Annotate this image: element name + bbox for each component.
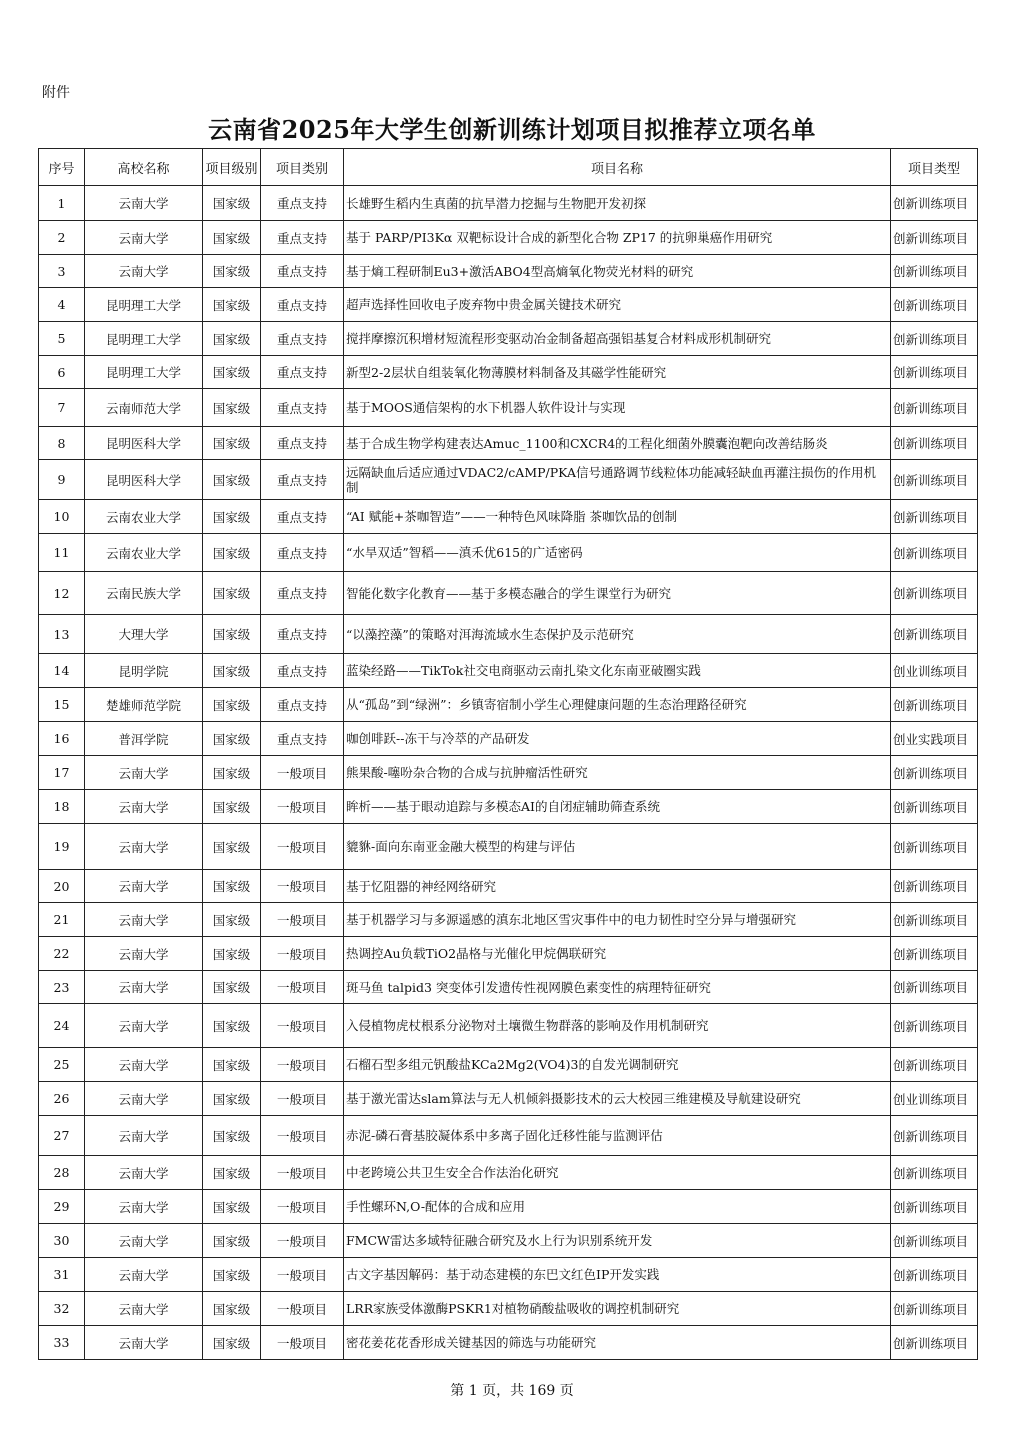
project-level: 国家级 [203,221,261,255]
project-name: 搅拌摩擦沉积增材短流程形变驱动冶金制备超高强铝基复合材料成形机制研究 [344,322,891,356]
table-row [39,322,978,356]
school-name: 昆明理工大学 [85,356,203,389]
project-level: 国家级 [203,937,261,971]
project-category: 重点支持 [261,288,344,322]
project-category: 重点支持 [261,460,344,500]
project-name: 超声选择性回收电子废弃物中贵金属关键技术研究 [344,288,891,322]
table-row [39,1048,978,1082]
table-row [39,1326,978,1360]
row-number: 23 [39,971,85,1004]
project-category: 重点支持 [261,688,344,722]
school-name: 大理大学 [85,615,203,654]
table-row [39,824,978,870]
school-name: 普洱学院 [85,722,203,756]
table-row [39,790,978,824]
project-category: 一般项目 [261,790,344,824]
row-number: 3 [39,255,85,288]
school-name: 云南大学 [85,221,203,255]
row-number: 8 [39,427,85,460]
project-level: 国家级 [203,1156,261,1190]
school-name: 云南大学 [85,1326,203,1360]
project-name: 密花姜花花香形成关键基因的筛选与功能研究 [344,1326,891,1360]
row-number: 24 [39,1004,85,1048]
table-row [39,971,978,1004]
school-name: 云南大学 [85,937,203,971]
project-level: 国家级 [203,688,261,722]
project-type: 创新训练项目 [891,1190,978,1224]
table-row [39,427,978,460]
project-category: 一般项目 [261,1258,344,1292]
project-category: 一般项目 [261,903,344,937]
project-type: 创新训练项目 [891,389,978,427]
row-number: 17 [39,756,85,790]
project-category: 一般项目 [261,971,344,1004]
table-row [39,186,978,221]
row-number: 19 [39,824,85,870]
project-name: 热调控Au负载TiO2晶格与光催化甲烷偶联研究 [344,937,891,971]
project-level: 国家级 [203,1326,261,1360]
project-level: 国家级 [203,534,261,572]
row-number: 33 [39,1326,85,1360]
table-row [39,870,978,903]
project-level: 国家级 [203,654,261,688]
project-name: 远隔缺血后适应通过VDAC2/cAMP/PKA信号通路调节线粒体功能减轻缺血再灌注损伤的作用机制 [344,460,891,500]
project-type: 创新训练项目 [891,572,978,615]
project-name: 赤泥-磷石膏基胶凝体系中多离子固化迁移性能与监测评估 [344,1116,891,1156]
school-name: 云南大学 [85,1156,203,1190]
project-type: 创新训练项目 [891,870,978,903]
table-row [39,255,978,288]
project-category: 一般项目 [261,1082,344,1116]
school-name: 云南大学 [85,1116,203,1156]
school-name: 云南大学 [85,971,203,1004]
project-category: 一般项目 [261,1292,344,1326]
project-type: 创新训练项目 [891,186,978,221]
project-type: 创新训练项目 [891,1292,978,1326]
project-name: 从“孤岛”到“绿洲”：乡镇寄宿制小学生心理健康问题的生态治理路径研究 [344,688,891,722]
header-level: 项目级别 [203,149,261,186]
project-type: 创新训练项目 [891,288,978,322]
row-number: 7 [39,389,85,427]
project-level: 国家级 [203,288,261,322]
project-name: 古文字基因解码：基于动态建模的东巴文红色IP开发实践 [344,1258,891,1292]
project-type: 创新训练项目 [891,322,978,356]
table-row [39,688,978,722]
project-name: 新型2-2层状自组装氧化物薄膜材料制备及其磁学性能研究 [344,356,891,389]
project-category: 重点支持 [261,221,344,255]
project-category: 重点支持 [261,427,344,460]
project-name: 基于 PARP/PI3Kα 双靶标设计合成的新型化合物 ZP17 的抗卵巢癌作用研究 [344,221,891,255]
project-type: 创业训练项目 [891,1082,978,1116]
table-row [39,903,978,937]
project-type: 创业训练项目 [891,654,978,688]
project-category: 重点支持 [261,654,344,688]
project-category: 一般项目 [261,1156,344,1190]
header-project-type: 项目类型 [891,149,978,186]
project-name: 基于合成生物学构建表达Amuc_1100和CXCR4的工程化细菌外膜囊泡靶向改善结肠炎 [344,427,891,460]
table-row [39,937,978,971]
project-type: 创新训练项目 [891,971,978,1004]
project-level: 国家级 [203,971,261,1004]
project-type: 创新训练项目 [891,1224,978,1258]
project-level: 国家级 [203,1116,261,1156]
project-category: 重点支持 [261,356,344,389]
project-category: 重点支持 [261,722,344,756]
project-type: 创新训练项目 [891,903,978,937]
row-number: 30 [39,1224,85,1258]
project-level: 国家级 [203,1082,261,1116]
project-category: 一般项目 [261,1116,344,1156]
row-number: 25 [39,1048,85,1082]
project-category: 重点支持 [261,186,344,221]
project-type: 创新训练项目 [891,937,978,971]
attachment-label: 附件 [42,85,70,101]
school-name: 云南大学 [85,1224,203,1258]
project-level: 国家级 [203,389,261,427]
header-no: 序号 [39,149,85,186]
school-name: 云南大学 [85,255,203,288]
project-level: 国家级 [203,824,261,870]
project-name: “以藻控藻”的策略对洱海流域水生态保护及示范研究 [344,615,891,654]
school-name: 云南大学 [85,824,203,870]
row-number: 4 [39,288,85,322]
project-level: 国家级 [203,255,261,288]
school-name: 云南大学 [85,1082,203,1116]
project-level: 国家级 [203,1048,261,1082]
project-level: 国家级 [203,722,261,756]
project-level: 国家级 [203,1258,261,1292]
project-level: 国家级 [203,1190,261,1224]
school-name: 云南大学 [85,1048,203,1082]
project-level: 国家级 [203,756,261,790]
school-name: 昆明学院 [85,654,203,688]
project-type: 创新训练项目 [891,1004,978,1048]
school-name: 昆明理工大学 [85,322,203,356]
project-type: 创新训练项目 [891,1258,978,1292]
project-type: 创新训练项目 [891,790,978,824]
row-number: 16 [39,722,85,756]
project-name: LRR家族受体激酶PSKR1对植物硝酸盐吸收的调控机制研究 [344,1292,891,1326]
school-name: 云南大学 [85,790,203,824]
school-name: 云南大学 [85,1190,203,1224]
project-level: 国家级 [203,615,261,654]
school-name: 昆明理工大学 [85,288,203,322]
school-name: 云南大学 [85,903,203,937]
project-category: 重点支持 [261,615,344,654]
table-row [39,534,978,572]
project-name: 斑马鱼 talpid3 突变体引发遗传性视网膜色素变性的病理特征研究 [344,971,891,1004]
row-number: 27 [39,1116,85,1156]
row-number: 9 [39,460,85,500]
school-name: 昆明医科大学 [85,427,203,460]
project-type: 创新训练项目 [891,1326,978,1360]
project-category: 重点支持 [261,572,344,615]
project-level: 国家级 [203,322,261,356]
table-row [39,654,978,688]
table-row [39,722,978,756]
project-category: 一般项目 [261,756,344,790]
project-category: 一般项目 [261,937,344,971]
table-row [39,1258,978,1292]
school-name: 云南师范大学 [85,389,203,427]
school-name: 云南大学 [85,870,203,903]
project-name: 咖创啡跃--冻干与冷萃的产品研发 [344,722,891,756]
project-name: 智能化数字化教育——基于多模态融合的学生课堂行为研究 [344,572,891,615]
table-row [39,1004,978,1048]
project-type: 创业实践项目 [891,722,978,756]
school-name: 云南农业大学 [85,534,203,572]
project-level: 国家级 [203,500,261,534]
row-number: 6 [39,356,85,389]
project-level: 国家级 [203,460,261,500]
table-row [39,460,978,500]
project-type: 创新训练项目 [891,1048,978,1082]
project-name: 眸析——基于眼动追踪与多模态AI的自闭症辅助筛查系统 [344,790,891,824]
project-category: 一般项目 [261,1190,344,1224]
school-name: 云南大学 [85,186,203,221]
project-name: “水旱双适”智稻——滇禾优615的广适密码 [344,534,891,572]
row-number: 28 [39,1156,85,1190]
project-level: 国家级 [203,427,261,460]
project-name: 手性螺环N,O-配体的合成和应用 [344,1190,891,1224]
project-type: 创新训练项目 [891,1156,978,1190]
project-category: 重点支持 [261,322,344,356]
project-type: 创新训练项目 [891,534,978,572]
row-number: 29 [39,1190,85,1224]
page-footer: 第 1 页，共 169 页 [450,1383,574,1399]
table-row [39,1156,978,1190]
project-name: FMCW雷达多域特征融合研究及水上行为识别系统开发 [344,1224,891,1258]
project-name: 长雄野生稻内生真菌的抗旱潜力挖掘与生物肥开发初探 [344,186,891,221]
project-type: 创新训练项目 [891,427,978,460]
row-number: 11 [39,534,85,572]
page-title: 云南省2025年大学生创新训练计划项目拟推荐立项名单 [208,115,816,144]
project-category: 一般项目 [261,1048,344,1082]
table-row [39,1224,978,1258]
project-table [38,148,978,1360]
school-name: 云南大学 [85,1004,203,1048]
school-name: 楚雄师范学院 [85,688,203,722]
school-name: 昆明医科大学 [85,460,203,500]
project-category: 一般项目 [261,870,344,903]
project-name: 基于激光雷达slam算法与无人机倾斜摄影技术的云大校园三维建模及导航建设研究 [344,1082,891,1116]
table-row [39,1082,978,1116]
project-type: 创新训练项目 [891,756,978,790]
row-number: 13 [39,615,85,654]
project-level: 国家级 [203,186,261,221]
project-level: 国家级 [203,1224,261,1258]
row-number: 5 [39,322,85,356]
project-type: 创新训练项目 [891,615,978,654]
project-level: 国家级 [203,790,261,824]
project-category: 重点支持 [261,500,344,534]
project-category: 一般项目 [261,1004,344,1048]
header-project-name: 项目名称 [344,149,891,186]
project-category: 重点支持 [261,534,344,572]
school-name: 云南大学 [85,1292,203,1326]
table-row [39,756,978,790]
table-row [39,1292,978,1326]
row-number: 22 [39,937,85,971]
project-level: 国家级 [203,870,261,903]
project-category: 一般项目 [261,824,344,870]
project-type: 创新训练项目 [891,500,978,534]
school-name: 云南民族大学 [85,572,203,615]
row-number: 2 [39,221,85,255]
row-number: 1 [39,186,85,221]
row-number: 26 [39,1082,85,1116]
project-type: 创新训练项目 [891,1116,978,1156]
project-category: 重点支持 [261,389,344,427]
project-level: 国家级 [203,356,261,389]
table-row [39,288,978,322]
project-level: 国家级 [203,903,261,937]
project-name: 基于忆阻器的神经网络研究 [344,870,891,903]
project-level: 国家级 [203,1004,261,1048]
project-type: 创新训练项目 [891,460,978,500]
project-category: 一般项目 [261,1224,344,1258]
project-name: 石榴石型多组元钒酸盐KCa2Mg2(VO4)3的自发光调制研究 [344,1048,891,1082]
project-name: 熊果酸-噻吩杂合物的合成与抗肿瘤活性研究 [344,756,891,790]
table-row [39,615,978,654]
header-category: 项目类别 [261,149,344,186]
project-level: 国家级 [203,572,261,615]
project-name: 入侵植物虎杖根系分泌物对土壤微生物群落的影响及作用机制研究 [344,1004,891,1048]
table-row [39,500,978,534]
project-type: 创新训练项目 [891,221,978,255]
project-name: 蓝染经路——TikTok社交电商驱动云南扎染文化东南亚破圈实践 [344,654,891,688]
row-number: 20 [39,870,85,903]
row-number: 12 [39,572,85,615]
project-type: 创新训练项目 [891,688,978,722]
row-number: 18 [39,790,85,824]
school-name: 云南大学 [85,1258,203,1292]
project-name: 基于熵工程研制Eu3+激活ABO4型高熵氧化物荧光材料的研究 [344,255,891,288]
table-row [39,572,978,615]
row-number: 31 [39,1258,85,1292]
project-name: 中老跨境公共卫生安全合作法治化研究 [344,1156,891,1190]
project-type: 创新训练项目 [891,824,978,870]
table-row [39,1116,978,1156]
project-name: 貔貅-面向东南亚金融大模型的构建与评估 [344,824,891,870]
table-header-row [39,149,978,186]
school-name: 云南农业大学 [85,500,203,534]
row-number: 15 [39,688,85,722]
project-name: “AI 赋能+茶咖智造”——一种特色风味降脂 茶咖饮品的创制 [344,500,891,534]
row-number: 21 [39,903,85,937]
table-row [39,1190,978,1224]
row-number: 32 [39,1292,85,1326]
school-name: 云南大学 [85,756,203,790]
project-category: 一般项目 [261,1326,344,1360]
project-category: 重点支持 [261,255,344,288]
project-type: 创新训练项目 [891,356,978,389]
row-number: 10 [39,500,85,534]
table-row [39,389,978,427]
project-name: 基于机器学习与多源遥感的滇东北地区雪灾事件中的电力韧性时空分异与增强研究 [344,903,891,937]
row-number: 14 [39,654,85,688]
header-school: 高校名称 [85,149,203,186]
table-row [39,221,978,255]
project-name: 基于MOOS通信架构的水下机器人软件设计与实现 [344,389,891,427]
project-level: 国家级 [203,1292,261,1326]
project-type: 创新训练项目 [891,255,978,288]
table-row [39,356,978,389]
